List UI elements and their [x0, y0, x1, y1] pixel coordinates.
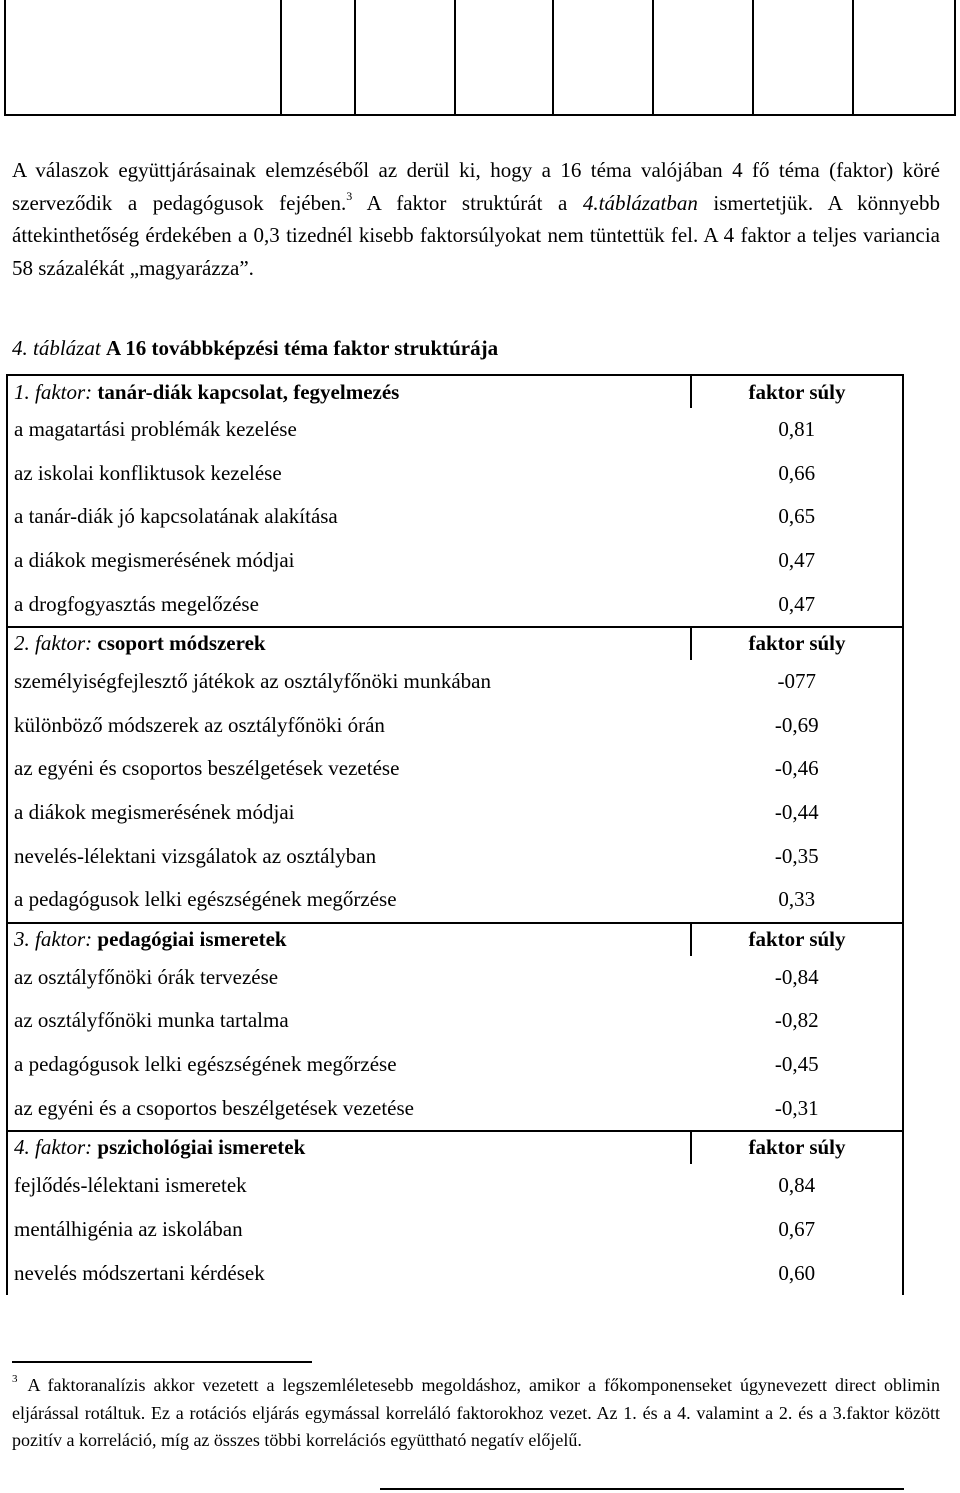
factor-loading: -0,46 — [691, 747, 903, 791]
factor-name: csoport módszerek — [97, 631, 266, 656]
topic-label: a pedagógusok lelki egészségének megőrzése — [7, 1043, 691, 1087]
topic-label: a tanár-diák jó kapcsolatának alakítása — [7, 495, 691, 539]
table-divider — [552, 0, 554, 114]
table-row — [7, 1086, 903, 1131]
factor-loading: -0,35 — [691, 834, 903, 878]
factor-weight-header: faktor súly — [691, 1131, 903, 1164]
factor-loading: 0,81 — [691, 408, 903, 452]
table-divider — [354, 0, 356, 114]
bottom-rule — [380, 1488, 904, 1490]
topic-label: a diákok megismerésének módjai — [7, 539, 691, 583]
topic-label: különböző módszerek az osztályfőnöki órán — [7, 704, 691, 748]
factor-loading: -0,31 — [691, 1086, 903, 1131]
factor-header — [7, 375, 691, 408]
table-row — [7, 999, 903, 1043]
topic-label: személyiségfejlesztő játékok az osztályfőnöki munkában — [7, 660, 691, 704]
factor-loading: 0,84 — [691, 1164, 903, 1208]
factor-name: tanár-diák kapcsolat, fegyelmezés — [97, 379, 400, 404]
table-row — [7, 539, 903, 583]
factor-loading: 0,67 — [691, 1208, 903, 1252]
factor-header-row — [7, 1131, 903, 1164]
factor-header-row — [7, 375, 903, 408]
factor-weight-header: faktor súly — [691, 375, 903, 408]
factor-loading: -0,82 — [691, 999, 903, 1043]
factor-weight-header: faktor súly — [691, 923, 903, 956]
topic-label: mentálhigénia az iskolában — [7, 1208, 691, 1252]
footnote-text: A faktoranalízis akkor vezetett a legszemléletesebb megoldáshoz, amikor a főkomponenseket úgynevezett direct oblimin eljárással rotáltuk. Ez a rotációs eljárás egymással korreláló faktorokhoz vezet. Az 1. és a 4. valamint a 2. és a 3.faktor között pozitív a korreláció, míg az összes többi korrelációs együttható negatív előjelű. — [12, 1375, 940, 1450]
factor-number: 1. faktor: — [14, 379, 93, 404]
table-row — [7, 495, 903, 539]
factor-weight-header: faktor súly — [691, 627, 903, 660]
factor-table-body — [7, 375, 903, 1295]
factor-name: pszichológiai ismeretek — [97, 1135, 306, 1160]
table-row — [7, 1164, 903, 1208]
table-row — [7, 878, 903, 923]
factor-loading: -0,44 — [691, 791, 903, 835]
factor-number: 2. faktor: — [14, 631, 93, 656]
topic-label: az osztályfőnöki munka tartalma — [7, 999, 691, 1043]
table-row — [7, 747, 903, 791]
topic-label: az egyéni és a csoportos beszélgetések vezetése — [7, 1086, 691, 1131]
table-row — [7, 834, 903, 878]
factor-number: 4. faktor: — [14, 1135, 93, 1160]
table-divider — [280, 0, 282, 114]
factor-number: 3. faktor: — [14, 927, 93, 952]
factor-header-row — [7, 627, 903, 660]
table-reference: 4.táblázatban — [582, 190, 698, 215]
topic-label: az osztályfőnöki órák tervezése — [7, 956, 691, 1000]
factor-loading: 0,60 — [691, 1251, 903, 1295]
factor-loading: 0,33 — [691, 878, 903, 923]
factor-name: pedagógiai ismeretek — [97, 927, 287, 952]
factor-loading: 0,47 — [691, 582, 903, 627]
topic-label: nevelés módszertani kérdések — [7, 1251, 691, 1295]
topic-label: az iskolai konfliktusok kezelése — [7, 452, 691, 496]
table-row — [7, 582, 903, 627]
topic-label: nevelés-lélektani vizsgálatok az osztályban — [7, 834, 691, 878]
table-row — [7, 660, 903, 704]
topic-label: a pedagógusok lelki egészségének megőrzése — [7, 878, 691, 923]
table-divider — [852, 0, 854, 114]
table-row — [7, 452, 903, 496]
table-row — [7, 1043, 903, 1087]
body-paragraph — [12, 154, 940, 284]
top-table-fragment — [4, 0, 956, 116]
table-divider — [652, 0, 654, 114]
paragraph-text: A faktor struktúrát a — [352, 190, 583, 215]
table-row — [7, 956, 903, 1000]
table-row — [7, 408, 903, 452]
topic-label: a magatartási problémák kezelése — [7, 408, 691, 452]
footnote-reference[interactable]: 3 — [346, 188, 353, 203]
table-caption — [12, 334, 498, 362]
factor-header — [7, 1131, 691, 1164]
table-divider — [752, 0, 754, 114]
table-row — [7, 1251, 903, 1295]
table-number: 4. táblázat — [12, 336, 101, 360]
table-row — [7, 791, 903, 835]
factor-loading: 0,47 — [691, 539, 903, 583]
paragraph-text: ismertetjük. A könnyebb áttekinthetőség érdekében a 0,3 tizednél kisebb faktorsúlyokat nem tüntettük fel. A 4 faktor a teljes variancia 58 százalékát „magyarázza”. — [12, 190, 940, 280]
factor-table — [6, 374, 904, 1295]
factor-header-row — [7, 923, 903, 956]
topic-label: az egyéni és csoportos beszélgetések vezetése — [7, 747, 691, 791]
factor-loading: 0,66 — [691, 452, 903, 496]
table-row — [7, 704, 903, 748]
topic-label: a drogfogyasztás megelőzése — [7, 582, 691, 627]
factor-loading: -0,69 — [691, 704, 903, 748]
table-row — [7, 1208, 903, 1252]
footnote — [12, 1372, 940, 1455]
factor-loading: -077 — [691, 660, 903, 704]
table-title: A 16 továbbképzési téma faktor struktúrája — [105, 336, 499, 360]
paragraph-text: A válaszok együttjárásainak elemzéséből az derül ki, hogy a 16 téma valójában 4 fő téma (faktor) köré szerveződik a pedagógusok fejében. — [12, 158, 940, 215]
factor-loading: -0,45 — [691, 1043, 903, 1087]
footnote-separator — [12, 1361, 312, 1363]
topic-label: fejlődés-lélektani ismeretek — [7, 1164, 691, 1208]
footnote-marker: 3 — [12, 1373, 18, 1385]
topic-label: a diákok megismerésének módjai — [7, 791, 691, 835]
factor-header — [7, 627, 691, 660]
factor-loading: 0,65 — [691, 495, 903, 539]
factor-loading: -0,84 — [691, 956, 903, 1000]
factor-header — [7, 923, 691, 956]
table-divider — [454, 0, 456, 114]
